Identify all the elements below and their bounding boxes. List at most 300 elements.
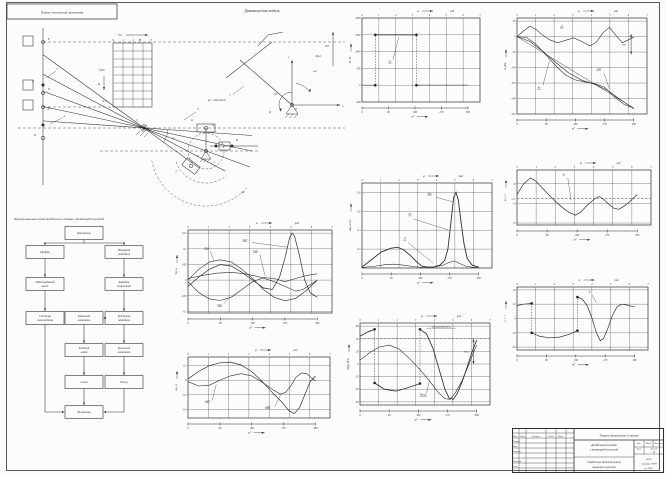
- svg-text:10: 10: [512, 303, 516, 307]
- svg-text:3: 3: [573, 165, 576, 169]
- svg-text:0: 0: [185, 379, 187, 383]
- svg-text:Т.контр.: Т.контр.: [513, 450, 521, 453]
- svg-text:270: 270: [605, 233, 610, 237]
- series-Mc3: [420, 329, 477, 399]
- svg-text:0: 0: [357, 363, 359, 366]
- svg-text:насос: насос: [41, 284, 49, 288]
- svg-text:0.8: 0.8: [357, 191, 361, 195]
- svg-text:φ: φ: [256, 220, 258, 225]
- svg-text:Е: Е: [48, 87, 50, 91]
- svg-text:90: 90: [387, 413, 391, 417]
- org-line-1: ВлГУ: [646, 458, 652, 461]
- svg-text:90: 90: [389, 276, 393, 280]
- chart-series: [188, 362, 316, 414]
- svg-text:6: 6: [627, 13, 630, 17]
- svg-text:Резец: Резец: [120, 380, 128, 385]
- svg-text:механизм: механизм: [77, 318, 91, 322]
- svg-text:φ°: φ°: [414, 417, 418, 422]
- block-gears: [105, 312, 143, 325]
- svg-text:0: 0: [187, 352, 189, 356]
- svg-text:рад: рад: [458, 174, 463, 178]
- svg-text:рад: рад: [450, 9, 455, 13]
- svg-text:С: С: [135, 118, 139, 122]
- chart-angular-velocity: [500, 158, 664, 250]
- svg-text:Н.контр.: Н.контр.: [513, 460, 522, 463]
- svg-text:Vq3: Vq3: [242, 238, 247, 242]
- svg-text:Кулисный: Кулисный: [117, 346, 131, 351]
- chart-cutting-force: [344, 4, 504, 128]
- svg-text:4: 4: [433, 318, 435, 322]
- svg-text:ΔТ: ΔТ: [560, 25, 564, 29]
- svg-text:0: 0: [516, 165, 518, 169]
- block-belt: [105, 246, 143, 259]
- svg-text:J5: J5: [403, 237, 407, 241]
- svg-text:φ°: φ°: [411, 114, 415, 119]
- svg-text:180: 180: [418, 276, 423, 280]
- series-aqB: [188, 373, 316, 394]
- chart-labels: [387, 37, 398, 63]
- svg-text:0.4: 0.4: [357, 229, 361, 233]
- svg-text:0: 0: [359, 413, 361, 417]
- svg-text:20: 20: [512, 288, 516, 292]
- svg-text:0: 0: [112, 38, 114, 42]
- series-omega: [517, 178, 637, 215]
- svg-text:0.05: 0.05: [99, 68, 105, 72]
- chart-series: [362, 192, 479, 267]
- svg-text:180: 180: [573, 122, 578, 126]
- svg-text:4: 4: [63, 114, 65, 118]
- chart-labels: [403, 192, 453, 263]
- svg-text:4: 4: [592, 165, 595, 169]
- sheet-title-1: Определение закона движения: [587, 461, 621, 465]
- svg-text:2: 2: [553, 13, 555, 17]
- svg-text:φ°: φ°: [249, 325, 253, 330]
- svg-text:1: 1: [379, 178, 382, 182]
- svg-text:передача: передача: [118, 252, 130, 256]
- svg-text:1: 1: [213, 160, 215, 164]
- svg-text:1: 1: [535, 165, 537, 169]
- block-screw: [65, 344, 103, 357]
- svg-text:0: 0: [361, 178, 363, 182]
- svg-text:φ°: φ°: [573, 237, 577, 242]
- svg-text:ΔТ1: ΔТ1: [622, 43, 627, 47]
- svg-text:0.2: 0.2: [357, 248, 361, 252]
- svg-text:0: 0: [514, 317, 516, 321]
- svg-text:360: 360: [465, 110, 470, 114]
- series-Mc2: [375, 383, 420, 391]
- chart-axes: [174, 348, 331, 435]
- svg-text:6: 6: [310, 225, 313, 229]
- svg-text:2: 2: [396, 318, 398, 322]
- chart-grid: [517, 287, 648, 350]
- svg-text:-40: -40: [355, 388, 359, 392]
- svg-text:270: 270: [445, 413, 450, 417]
- svg-text:φ: φ: [578, 8, 580, 13]
- svg-text:14: 14: [512, 202, 516, 206]
- svg-text:ω: ω: [562, 172, 565, 176]
- course-title: Теория механизмов и машин: [599, 433, 639, 438]
- chart-velocity-analogs: [170, 218, 336, 336]
- svg-text:7: 7: [646, 13, 648, 17]
- svg-text:6: 6: [309, 352, 311, 356]
- svg-text:1: 1: [378, 13, 380, 17]
- chart-labels: [563, 173, 571, 201]
- svg-text:4: 4: [590, 13, 592, 17]
- series-Mc1: [360, 329, 375, 336]
- chart-series: [517, 178, 651, 215]
- svg-text:ω, с⁻¹: ω, с⁻¹: [503, 193, 507, 202]
- svg-text:Двигатель: Двигатель: [77, 231, 91, 236]
- svg-text:винт: винт: [80, 350, 88, 354]
- svg-text:1: 1: [535, 282, 537, 286]
- svg-text:0: 0: [516, 358, 518, 362]
- svg-text:0: 0: [516, 282, 518, 286]
- svg-text:270: 270: [282, 321, 287, 325]
- svg-text:Стол: Стол: [80, 380, 88, 385]
- kinematic-scheme-panel: [0, 0, 348, 222]
- svg-text:передача: передача: [118, 318, 130, 322]
- svg-text:φ: φ: [255, 347, 257, 352]
- svg-text:360: 360: [476, 276, 481, 280]
- svg-text:2: 2: [132, 38, 134, 42]
- svg-text:аq5: аq5: [205, 400, 210, 404]
- functional-block-diagram: [8, 213, 172, 443]
- svg-text:0.2: 0.2: [183, 364, 187, 368]
- svg-text:Разраб.: Разраб.: [513, 440, 521, 443]
- svg-text:180: 180: [575, 233, 580, 237]
- svg-text:φ: φ: [417, 8, 419, 13]
- svg-text:-50: -50: [512, 51, 516, 55]
- svg-text:ωср: ωср: [511, 197, 516, 201]
- scale-note: μl = 400 мм/м: [208, 98, 226, 102]
- svg-text:2: 2: [227, 352, 230, 356]
- svg-text:Vq1: Vq1: [204, 246, 209, 250]
- block-pump: [26, 278, 64, 291]
- svg-text:500: 500: [356, 67, 361, 71]
- svg-text:φ: φ: [578, 277, 581, 282]
- svg-text:1500: 1500: [355, 33, 361, 37]
- svg-text:Шестерённый: Шестерённый: [35, 280, 55, 285]
- svg-text:3: 3: [415, 318, 417, 322]
- org-line-2: кафедра ТММ: [641, 462, 657, 466]
- svg-text:7: 7: [479, 13, 481, 17]
- svg-text:рад: рад: [294, 221, 299, 225]
- series-J5: [362, 261, 479, 268]
- block-edges: [44, 240, 125, 414]
- svg-text:4: 4: [435, 178, 437, 182]
- svg-text:2: 2: [554, 165, 556, 169]
- svg-text:φ: φ: [423, 173, 425, 178]
- svg-text:-250: -250: [510, 113, 516, 116]
- corner-label-text: Планы положений механизма: [40, 10, 84, 15]
- svg-text:7: 7: [489, 318, 491, 322]
- svg-text:Храповой: Храповой: [77, 314, 91, 319]
- svg-text:у: у: [288, 55, 290, 59]
- svg-text:скоростей: скоростей: [117, 284, 131, 288]
- svg-text:Пров.: Пров.: [513, 445, 519, 448]
- chart-grid: [362, 183, 492, 268]
- chart-angular-acceleration: [500, 277, 664, 376]
- project-title-1: Долбёжный станок: [591, 443, 617, 447]
- svg-text:180: 180: [249, 426, 254, 430]
- svg-text:0: 0: [187, 321, 189, 325]
- series-aq5: [188, 362, 316, 414]
- series-e3: [577, 297, 634, 341]
- svg-text:Vq, м: Vq, м: [174, 268, 178, 275]
- svg-text:270: 270: [602, 122, 607, 126]
- svg-text:0: 0: [516, 122, 518, 126]
- svg-text:Мпр, Н·м: Мпр, Н·м: [346, 358, 350, 370]
- svg-text:2: 2: [228, 225, 230, 229]
- block-slidemech: [105, 344, 143, 357]
- svg-text:3: 3: [249, 225, 251, 229]
- chart-grid: [188, 357, 330, 418]
- svg-text:3: 3: [150, 38, 152, 42]
- chart-labels: [589, 290, 597, 303]
- svg-text:6: 6: [628, 282, 630, 286]
- svg-text:180: 180: [573, 358, 578, 362]
- svg-text:-0.05: -0.05: [181, 294, 187, 298]
- chart-axes: [503, 9, 648, 131]
- svg-text:О: О: [294, 107, 298, 111]
- svg-text:6: 6: [462, 13, 464, 17]
- svg-text:А': А': [190, 118, 194, 122]
- svg-text:180: 180: [250, 321, 255, 325]
- svg-text:D: D: [33, 133, 37, 137]
- block-table: [65, 376, 103, 389]
- svg-text:рад: рад: [456, 314, 461, 318]
- svg-text:3: 3: [572, 13, 574, 17]
- svg-text:0: 0: [361, 110, 363, 114]
- svg-text:0: 0: [359, 84, 361, 88]
- svg-text:90: 90: [544, 122, 548, 126]
- svg-text:Лит.: Лит.: [636, 443, 642, 446]
- svg-text:5: 5: [56, 67, 58, 71]
- svg-text:Листов: Листов: [650, 448, 658, 451]
- block-ratchet: [65, 312, 103, 325]
- svg-text:3: 3: [197, 107, 199, 111]
- svg-text:1: 1: [207, 225, 210, 229]
- svg-text:0: 0: [187, 225, 189, 229]
- svg-text:90: 90: [387, 110, 390, 114]
- series-e1: [517, 304, 532, 306]
- svg-text:Рд: Рд: [325, 44, 329, 48]
- block-engine: [65, 227, 103, 240]
- svg-text:7: 7: [329, 352, 331, 356]
- chart-grid: [362, 18, 480, 102]
- svg-text:0: 0: [516, 13, 518, 17]
- chart-reduced-inertia: [344, 170, 506, 284]
- svg-text:4: 4: [268, 352, 270, 356]
- svg-text:рад: рад: [616, 161, 621, 165]
- svg-text:Н: Н: [138, 38, 142, 42]
- svg-text:Ходовой: Ходовой: [78, 346, 90, 351]
- sheet-number: 11: [652, 450, 656, 455]
- svg-text:О: О: [196, 154, 200, 158]
- svg-text:4: 4: [591, 282, 593, 286]
- block-diagram-title: Функциональная схема долбёжного станка с качающейся кулисой: [14, 217, 104, 221]
- chart-acceleration-analogs: [170, 343, 334, 439]
- chart-labels: [205, 385, 281, 409]
- svg-text:90: 90: [218, 321, 222, 325]
- svg-text:360: 360: [313, 426, 318, 430]
- sheet-title-2: машинного агрегата: [592, 465, 616, 469]
- svg-text:-150: -150: [510, 82, 516, 86]
- svg-text:Ас: Ас: [537, 86, 541, 90]
- svg-text:охлаждения: охлаждения: [37, 318, 53, 322]
- svg-text:Масса: Масса: [645, 443, 652, 446]
- svg-text:-Ад: -Ад: [596, 68, 601, 72]
- svg-text:2: 2: [398, 178, 400, 182]
- svg-text:0.1: 0.1: [183, 247, 187, 251]
- svg-text:1: 1: [534, 13, 537, 17]
- svg-text:Ременная: Ременная: [117, 248, 131, 253]
- svg-text:Fс, Н: Fс, Н: [348, 56, 352, 64]
- chart-grid: [188, 230, 332, 313]
- series-mean: [517, 37, 634, 109]
- block-work: [65, 406, 103, 419]
- svg-text:φ1: φ1: [274, 92, 278, 96]
- series-Jsum: [362, 192, 479, 267]
- svg-text:R: R: [98, 82, 100, 86]
- svg-text:40: 40: [355, 337, 359, 341]
- svg-text:5: 5: [445, 13, 447, 17]
- svg-text:360: 360: [315, 321, 320, 325]
- svg-text:-500: -500: [355, 101, 361, 104]
- svg-text:13: 13: [512, 222, 516, 226]
- svg-text:ω1: ω1: [313, 69, 317, 73]
- svg-text:А: А: [212, 123, 214, 127]
- org-line-3: гр. ТМ-1: [644, 466, 654, 470]
- svg-text:2: 2: [553, 282, 556, 286]
- svg-text:3: 3: [411, 13, 414, 17]
- svg-text:5: 5: [454, 178, 456, 182]
- svg-text:φ°: φ°: [571, 126, 575, 131]
- chart-grid: [517, 18, 647, 114]
- svg-text:1: 1: [207, 352, 209, 356]
- svg-text:-200: -200: [510, 97, 516, 101]
- svg-text:3: 3: [572, 282, 574, 286]
- svg-text:5: 5: [288, 352, 291, 356]
- svg-text:Мдпр(φ)(Мдпр(φ*)): Мдпр(φ)(Мдпр(φ*)): [431, 326, 451, 329]
- svg-text:5: 5: [609, 13, 611, 17]
- svg-text:Vq5: Vq5: [253, 249, 258, 253]
- svg-text:Масштаб: Масштаб: [654, 443, 663, 446]
- svg-text:0: 0: [516, 233, 518, 237]
- svg-text:4: 4: [269, 225, 271, 229]
- svg-text:15: 15: [512, 182, 516, 186]
- svg-text:№ докум.: № докум.: [531, 435, 541, 438]
- svg-text:Система: Система: [39, 314, 51, 319]
- svg-text:φ°: φ°: [416, 280, 420, 285]
- svg-text:Jпр1: Jпр1: [315, 54, 321, 58]
- svg-text:50: 50: [512, 20, 516, 24]
- svg-text:Заготовка: Заготовка: [77, 410, 91, 415]
- svg-text:0.1: 0.1: [102, 99, 106, 103]
- svg-text:Jпр: Jпр: [427, 192, 432, 196]
- svg-text:0: 0: [185, 279, 187, 283]
- svg-text:3: 3: [417, 178, 419, 182]
- svg-text:Утв.: Утв.: [513, 465, 518, 468]
- svg-text:60: 60: [355, 325, 359, 329]
- svg-text:рад: рад: [613, 9, 618, 13]
- svg-text:5: 5: [609, 282, 612, 286]
- svg-text:А: А: [32, 79, 34, 83]
- svg-text:6: 6: [631, 165, 633, 169]
- svg-text:270: 270: [447, 276, 452, 280]
- dynamic-model-title: Динамическая модель: [244, 9, 280, 13]
- svg-text:-20: -20: [355, 375, 359, 379]
- chart-reduced-moments: [342, 308, 508, 430]
- svg-text:360: 360: [632, 358, 637, 362]
- svg-text:φ°: φ°: [248, 430, 252, 435]
- svg-text:Fс: Fс: [388, 60, 392, 64]
- svg-text:-60: -60: [355, 400, 359, 404]
- svg-text:Fн: Fн: [118, 33, 122, 37]
- svg-text:-20: -20: [512, 346, 516, 350]
- chart-grid: [517, 170, 651, 225]
- chart-series: [188, 233, 317, 301]
- svg-text:6: 6: [472, 178, 475, 182]
- svg-text:360: 360: [635, 233, 640, 237]
- svg-text:Лист: Лист: [520, 435, 525, 438]
- svg-text:90: 90: [218, 426, 222, 430]
- svg-text:-0.1: -0.1: [182, 310, 187, 314]
- svg-text:7: 7: [650, 165, 652, 169]
- block-gearbox: [105, 278, 143, 291]
- svg-text:аq, м: аq, м: [174, 384, 178, 391]
- svg-text:1000: 1000: [355, 50, 361, 54]
- svg-text:Лист: Лист: [636, 448, 642, 451]
- svg-text:1: 1: [377, 318, 380, 322]
- svg-text:φ°: φ°: [572, 362, 576, 367]
- svg-text:Зубчатая: Зубчатая: [117, 314, 131, 319]
- svg-text:Дата: Дата: [558, 435, 563, 438]
- svg-text:В: В: [236, 138, 238, 142]
- svg-text:5: 5: [290, 225, 292, 229]
- svg-text:х: х: [342, 104, 344, 108]
- svg-text:ε, с⁻²: ε, с⁻²: [503, 315, 507, 322]
- svg-text:-0.4: -0.4: [182, 408, 187, 412]
- block-cooling: [26, 312, 64, 325]
- dynamic-model: [208, 9, 344, 118]
- svg-text:Муфта: Муфта: [40, 250, 50, 255]
- svg-text:180: 180: [412, 110, 417, 114]
- chart-series: [517, 296, 635, 341]
- svg-text:аqВ: аqВ: [265, 405, 270, 409]
- svg-text:270: 270: [439, 110, 444, 114]
- blocks: [26, 227, 143, 419]
- svg-text:φ: φ: [421, 313, 423, 318]
- svg-text:А, Дж: А, Дж: [503, 62, 507, 70]
- svg-text:-0.2: -0.2: [182, 393, 187, 397]
- svg-text:0: 0: [187, 426, 189, 430]
- svg-text:Изм.: Изм.: [513, 435, 518, 438]
- svg-text:Е': Е': [47, 37, 51, 41]
- svg-text:Vq2: Vq2: [217, 303, 222, 307]
- svg-text:Коробка: Коробка: [118, 280, 130, 285]
- svg-text:90: 90: [545, 358, 548, 362]
- series-Md: [360, 345, 477, 399]
- svg-text:0: 0: [361, 276, 363, 280]
- svg-text:Jпр, кг·м²: Jпр, кг·м²: [348, 219, 352, 232]
- svg-text:-10: -10: [512, 331, 516, 335]
- block-clutch: [26, 246, 64, 259]
- svg-text:360: 360: [631, 122, 636, 126]
- svg-text:3: 3: [248, 352, 250, 356]
- svg-text:0.15: 0.15: [181, 232, 187, 236]
- svg-text:-100: -100: [510, 66, 516, 70]
